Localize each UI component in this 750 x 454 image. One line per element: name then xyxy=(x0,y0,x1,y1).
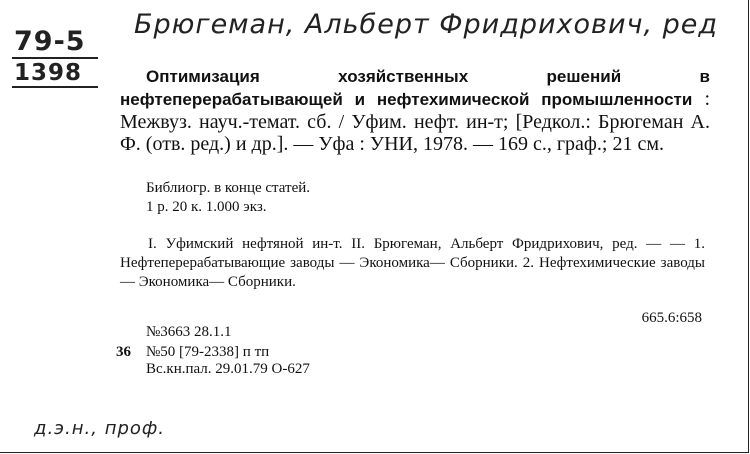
tech-line-3: Вс.кн.пал. 29.01.79 О-627 xyxy=(146,361,310,377)
tech-line-1: №3663 28.1.1 xyxy=(146,324,232,340)
tech-line-2: №50 [79-2338] п тп xyxy=(146,344,270,360)
price-note: 1 р. 20 к. 1.000 экз. xyxy=(146,199,267,215)
call-number-divider xyxy=(12,57,98,59)
main-entry xyxy=(120,65,710,155)
call-number-underline xyxy=(12,86,98,88)
tracings: I. Уфимский нефтяной ин-т. II. Брюгеман, Альберт Фридрихович, ред. — — 1. Нефтеперерабатывающие заводы — Экономика— Сборники. 2. Нефтехимические заводы — Экономика— Сборники. xyxy=(120,236,705,290)
call-number-top: 79-5 xyxy=(14,26,86,57)
tech-prefix: 36 xyxy=(116,344,131,360)
handwritten-note: д.э.н., проф. xyxy=(34,418,166,439)
handwritten-heading: Брюгеман, Альберт Фридрихович, ред xyxy=(134,9,719,40)
entry-title: Оптимизация хозяйственных решений в нефтеперерабатывающей и нефтехимической промышленности xyxy=(120,67,710,109)
entry-description: : Межвуз. науч.-темат. сб. / Уфим. нефт. ин-т; [Редкол.: Брюгеман А. Ф. (отв. ред.) и др.]. — Уфа : УНИ, 1978. — 169 с., граф.; 21 см. xyxy=(120,88,710,155)
bibliography-note: Библиогр. в конце статей. xyxy=(146,180,311,196)
call-number-bottom: 1398 xyxy=(14,60,83,86)
classification-number: 665.6:658 xyxy=(641,310,702,326)
